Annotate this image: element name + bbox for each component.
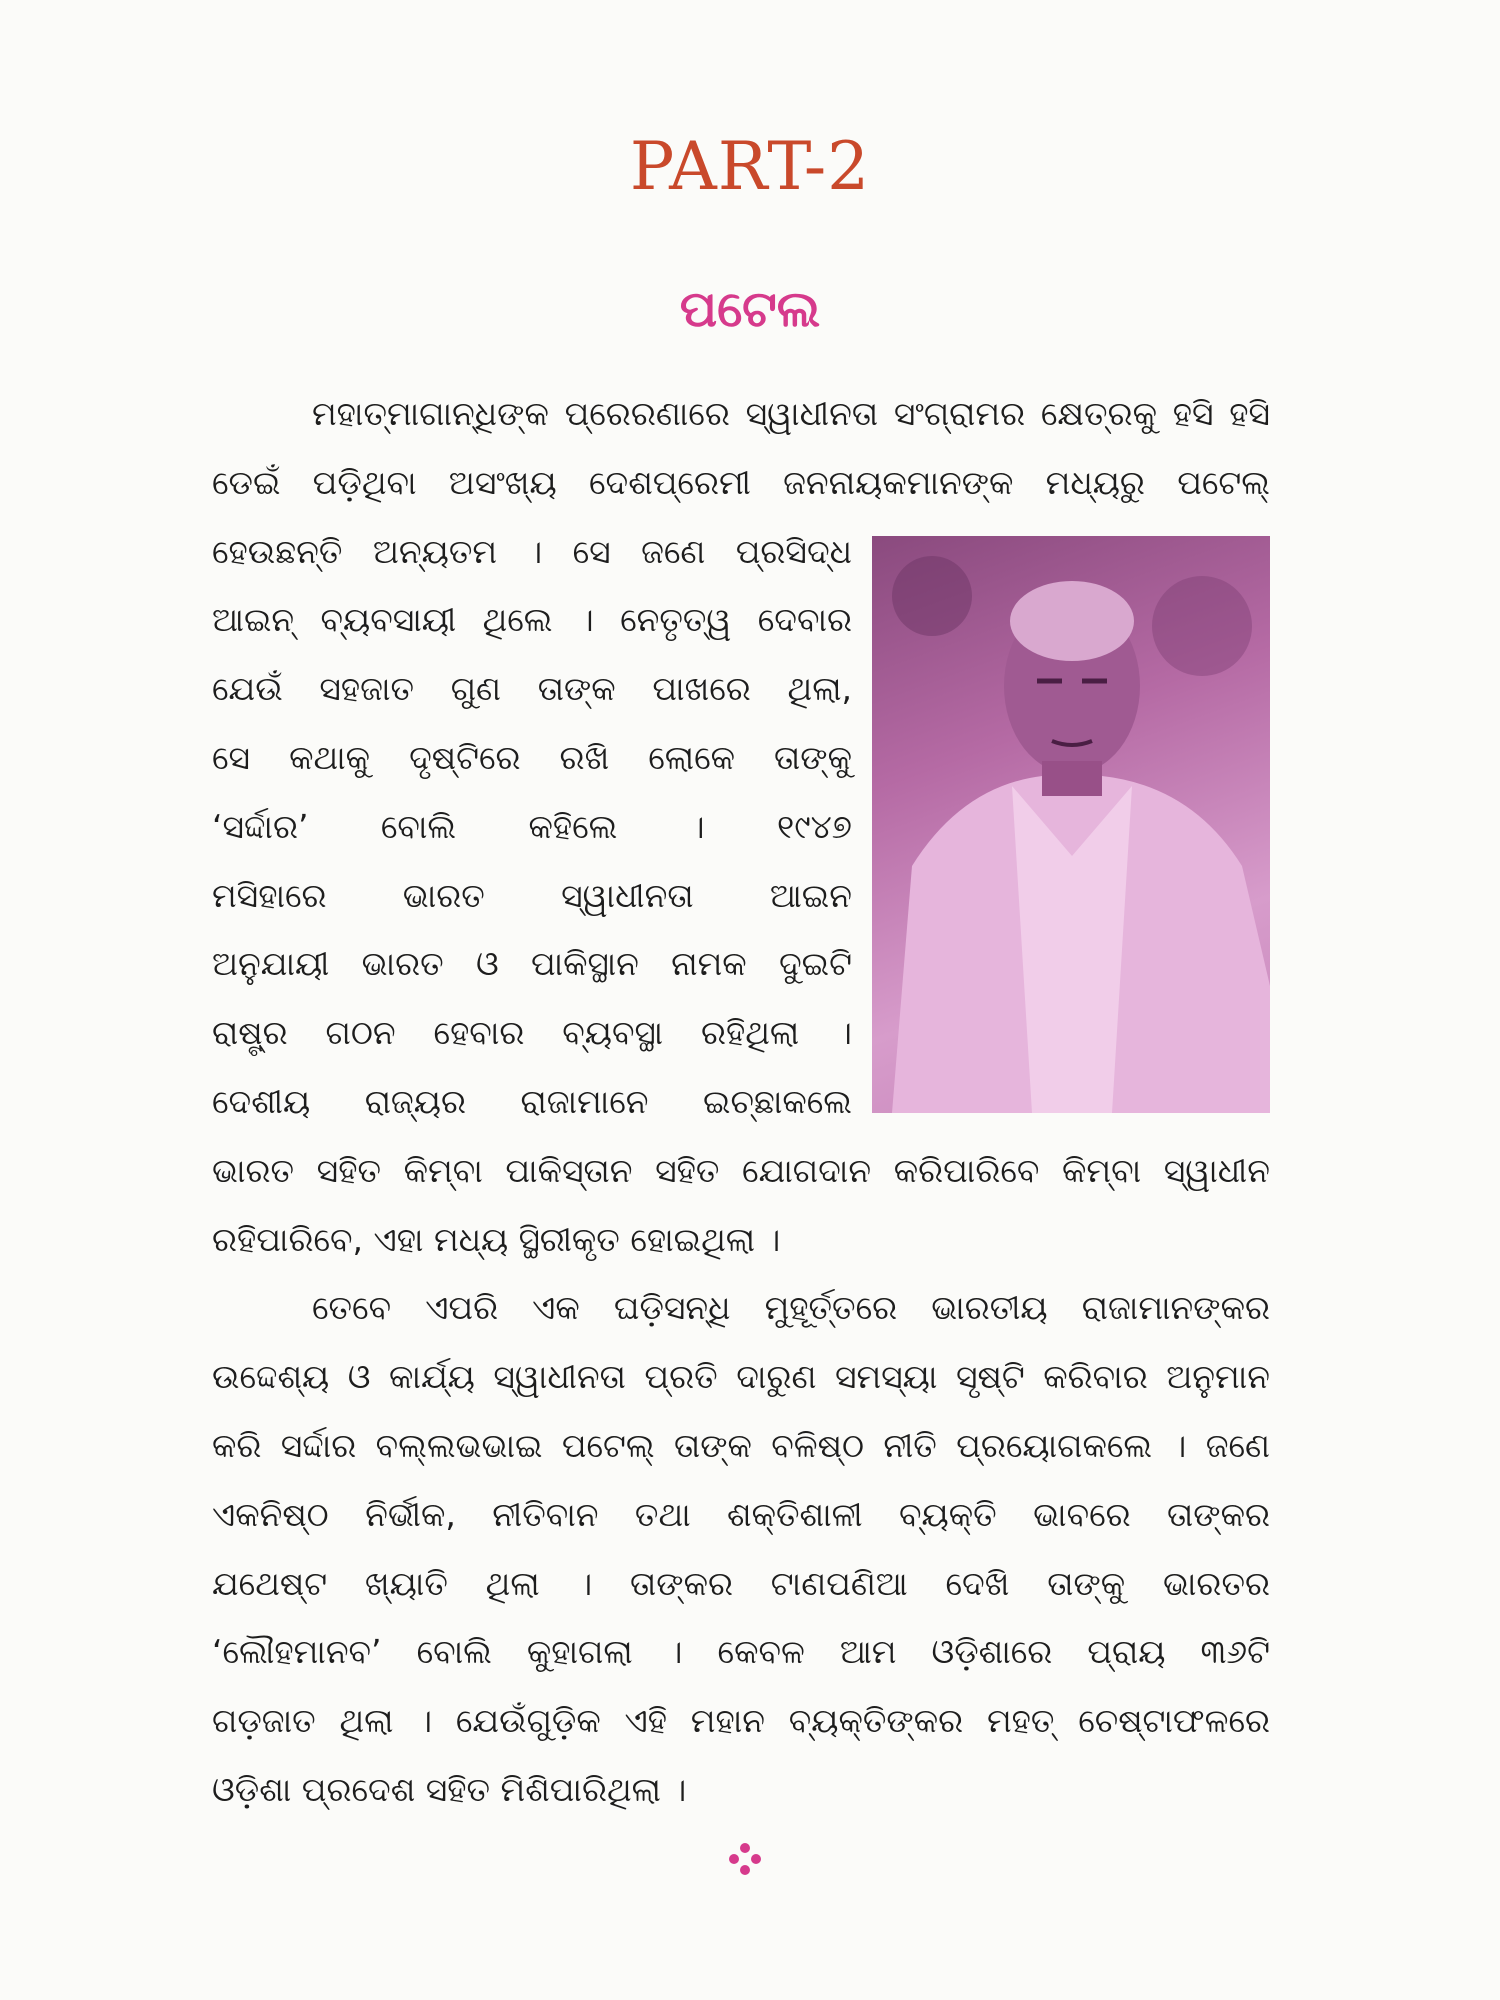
chapter-title: ପଟେଲ <box>679 280 821 338</box>
text-line: ‘ସର୍ଦ୍ଦାର’ ବୋଲି କହିଲେ । ୧୯୪୭ <box>212 806 852 846</box>
text-line: ଓଡ଼ିଶା ପ୍ରଦେଶ ସହିତ ମିଶିପାରିଥିଲା । <box>212 1770 687 1809</box>
text-line: ଯଥେଷ୍ଟ ଖ୍ୟାତି ଥିଲା । ତାଙ୍କର ଟାଣପଣିଆ ଦେଖି ତାଙ୍କୁ ଭାରତର <box>212 1563 1270 1603</box>
text-line: ତେବେ ଏପରି ଏକ ଘଡ଼ିସନ୍ଧି ମୁହୂର୍ତ୍ତରେ ଭାରତୀୟ ରାଜାମାନଙ୍କର <box>312 1288 1270 1328</box>
text-line: ଉଦ୍ଦେଶ୍ୟ ଓ କାର୍ଯ୍ୟ ସ୍ୱାଧୀନତା ପ୍ରତି ଦାରୁଣ ସମସ୍ୟା ସୃଷ୍ଟି କରିବାର ଅନୁମାନ <box>212 1357 1270 1397</box>
text-line: ମସିହାରେ ଭାରତ ସ୍ୱାଧୀନତା ଆଇନ <box>212 875 852 915</box>
text-line: ମହାତ୍ମାଗାନ୍ଧିଙ୍କ ପ୍ରେରଣାରେ ସ୍ୱାଧୀନତା ସଂଗ୍ରାମର କ୍ଷେତ୍ରକୁ ହସି ହସି <box>312 394 1270 433</box>
part-title: PART-2 <box>629 128 871 205</box>
text-line: ସେ କଥାକୁ ଦୃଷ୍ଟିରେ ରଖି ଲୋକେ ତାଙ୍କୁ <box>212 738 852 777</box>
ornament-icon <box>728 1842 762 1876</box>
text-line: ଯେଉଁ ସହଜାତ ଗୁଣ ତାଙ୍କ ପାଖରେ ଥିଲା, <box>212 669 852 709</box>
portrait-photo <box>872 536 1270 1113</box>
text-line: ଡେଇଁ ପଡ଼ିଥିବା ଅସଂଖ୍ୟ ଦେଶପ୍ରେମୀ ଜନନାୟକମାନଙ୍କ ମଧ୍ୟରୁ ପଟେଲ୍ <box>212 462 1270 502</box>
text-line: ଆଇନ୍ ବ୍ୟବସାୟୀ ଥିଲେ । ନେତୃତ୍ୱ ଦେବାର <box>212 600 852 640</box>
text-line: ରାଷ୍ଟ୍ର ଗଠନ ହେବାର ବ୍ୟବସ୍ଥା ରହିଥିଲା । <box>212 1013 852 1053</box>
text-line: ଭାରତ ସହିତ କିମ୍ବା ପାକିସ୍ତାନ ସହିତ ଯୋଗଦାନ କରିପାରିବେ କିମ୍ବା ସ୍ୱାଧୀନ <box>212 1150 1270 1190</box>
text-line: କରି ସର୍ଦ୍ଦାର ବଲ୍ଲଭଭାଇ ପଟେଲ୍ ତାଙ୍କ ବଳିଷ୍ଠ ନୀତି ପ୍ରୟୋଗକଲେ । ଜଣେ <box>212 1426 1270 1465</box>
text-line: ହେଉଛନ୍ତି ଅନ୍ୟତମ । ସେ ଜଣେ ପ୍ରସିଦ୍ଧ <box>212 531 852 571</box>
text-line: ଗଡ଼ଜାତ ଥିଲା । ଯେଉଁଗୁଡ଼ିକ ଏହି ମହାନ ବ୍ୟକ୍ତିଙ୍କର ମହତ୍ ଚେଷ୍ଟାଫଳରେ <box>212 1701 1270 1741</box>
text-line: ଏକନିଷ୍ଠ ନିର୍ଭୀକ, ନୀତିବାନ ତଥା ଶକ୍ତିଶାଳୀ ବ୍ୟକ୍ତି ଭାବରେ ତାଙ୍କର <box>212 1494 1270 1534</box>
text-line: ‘ଲୌହମାନବ’ ବୋଲି କୁହାଗଲା । କେବଳ ଆମ ଓଡ଼ିଶାରେ ପ୍ରାୟ ୩୬ଟି <box>212 1632 1270 1672</box>
text-line: ରହିପାରିବେ, ଏହା ମଧ୍ୟ ସ୍ଥିରୀକୃତ ହୋଇଥିଲା । <box>212 1219 781 1259</box>
text-line: ଦେଶୀୟ ରାଜ୍ୟର ରାଜାମାନେ ଇଚ୍ଛାକଲେ <box>212 1082 852 1121</box>
text-line: ଅନୁଯାୟୀ ଭାରତ ଓ ପାକିସ୍ଥାନ ନାମକ ଦୁଇଟି <box>212 944 852 984</box>
